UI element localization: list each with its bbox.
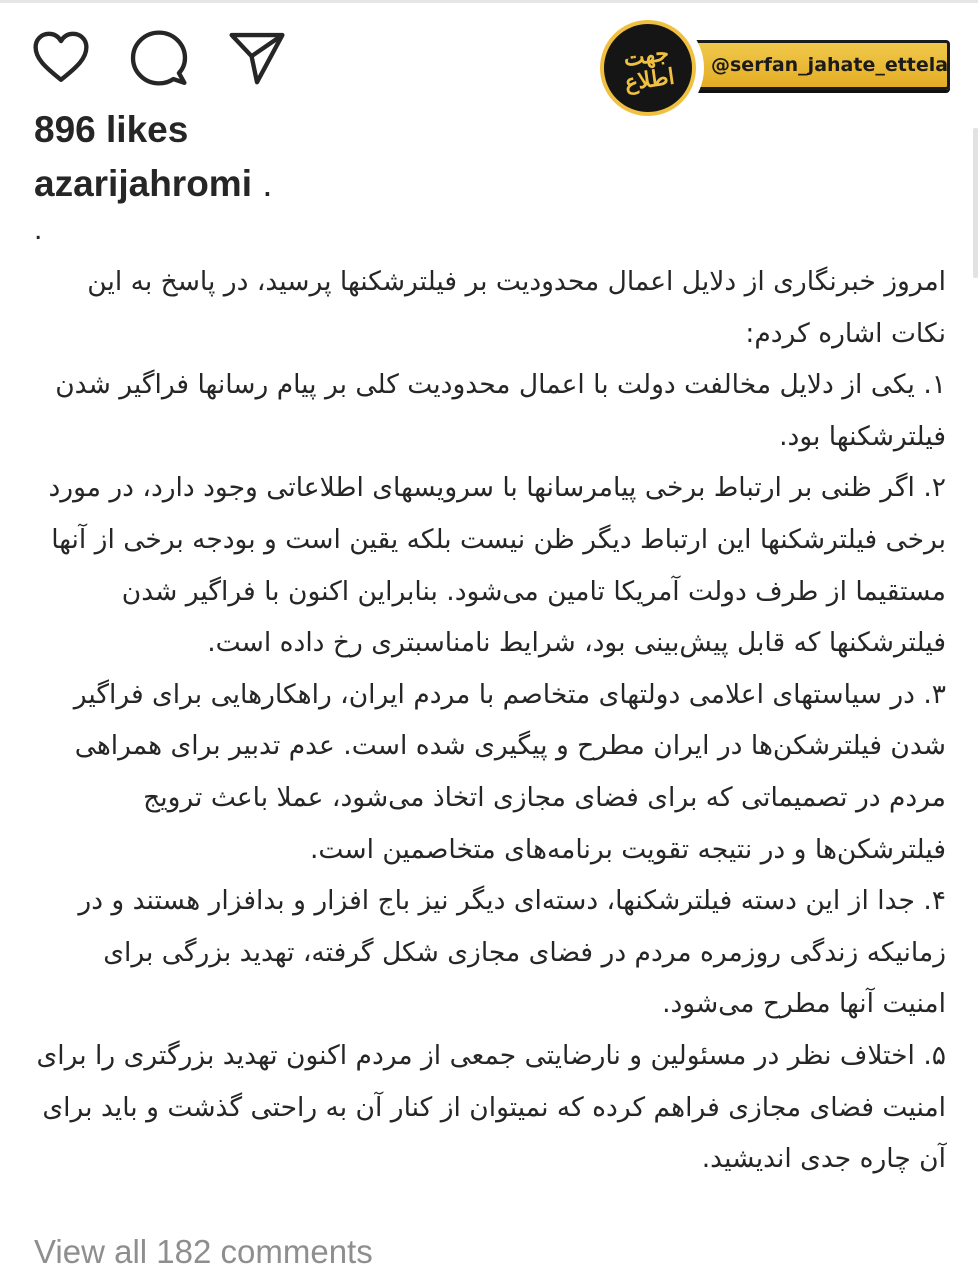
- watermark-handle-bar: [664, 40, 950, 90]
- caption-point-5: ۵. اختلاف نظر در مسئولین و نارضایتی جمعی از مردم اکنون تهدید بزرگتری را برای امنیت فضای مجازی فراهم کرده که نمیتوان از کنار آن به راحتی گذشت و باید برای آن چاره جدی اندیشید.: [36, 1039, 946, 1175]
- caption-intro: امروز خبرنگاری از دلایل اعمال محدودیت بر فیلترشکنها پرسید، در پاسخ به این نکات اشاره کردم:: [87, 266, 946, 349]
- caption-lead-dot: .: [251, 163, 273, 204]
- watermark-logo-text: [620, 41, 676, 95]
- view-all-comments-link[interactable]: View all 182 comments: [34, 1233, 373, 1270]
- scrollbar[interactable]: [973, 128, 978, 278]
- caption-point-1: ۱. یکی از دلایل مخالفت دولت با اعمال محدودیت کلی بر پیام رسانها فراگیر شدن فیلترشکنها بود.: [55, 369, 946, 452]
- caption-point-3: ۳. در سیاستهای اعلامی دولتهای متخاصم با مردم ایران، راهکارهایی برای فراگیر شدن فیلترشکن‌ها در ایران مطرح و پیگیری شده است. عدم تدبیر برای همراهی مردم در تصمیماتی که برای فضای مجازی اتخاذ می‌شود، عملا باعث ترویج فیلترشکن‌ها و در نتیجه تقویت برنامه‌های متخاصمین است.: [73, 678, 946, 865]
- watermark-handle: @serfan_jahate_ettela: [711, 54, 949, 76]
- watermark-logo-badge: [600, 20, 696, 116]
- direct-share-icon[interactable]: [226, 27, 288, 89]
- likes-count[interactable]: 896 likes: [34, 109, 189, 150]
- post-action-bar: [30, 28, 324, 88]
- post-username[interactable]: azarijahromi: [34, 163, 252, 204]
- channel-watermark: [592, 12, 952, 112]
- caption-dot: .: [34, 213, 43, 246]
- watermark-logo-line1: جهت: [622, 40, 671, 73]
- comment-icon[interactable]: [128, 27, 190, 89]
- watermark-logo: [592, 12, 704, 124]
- caption-point-2: ۲. اگر ظنی بر ارتباط برخی پیامرسانها با سرویسهای اطلاعاتی وجود دارد، در مورد برخی فیلترشکنها این ارتباط دیگر ظن نیست بلکه یقین است و بودجه برخی از آنها مستقیما از طرف دولت آمریکا تامین می‌شود. بنابراین اکنون با فراگیر شدن فیلترشکنها که قابل پیش‌بینی بود، شرایط نامناسبتری رخ داده است.: [48, 472, 946, 659]
- top-divider: [0, 0, 978, 3]
- watermark-logo-line2: اطلاع: [623, 63, 677, 97]
- post-caption: [34, 256, 946, 1185]
- heart-icon[interactable]: [30, 27, 92, 89]
- caption-point-4: ۴. جدا از این دسته فیلترشکنها، دسته‌ای دیگر نیز باج افزار و بدافزار هستند و در زمانیکه زندگی روزمره مردم در فضای مجازی شکل گرفته، تهدید بزرگی برای امنیت آنها مطرح می‌شود.: [78, 885, 946, 1020]
- caption-header: [34, 163, 273, 205]
